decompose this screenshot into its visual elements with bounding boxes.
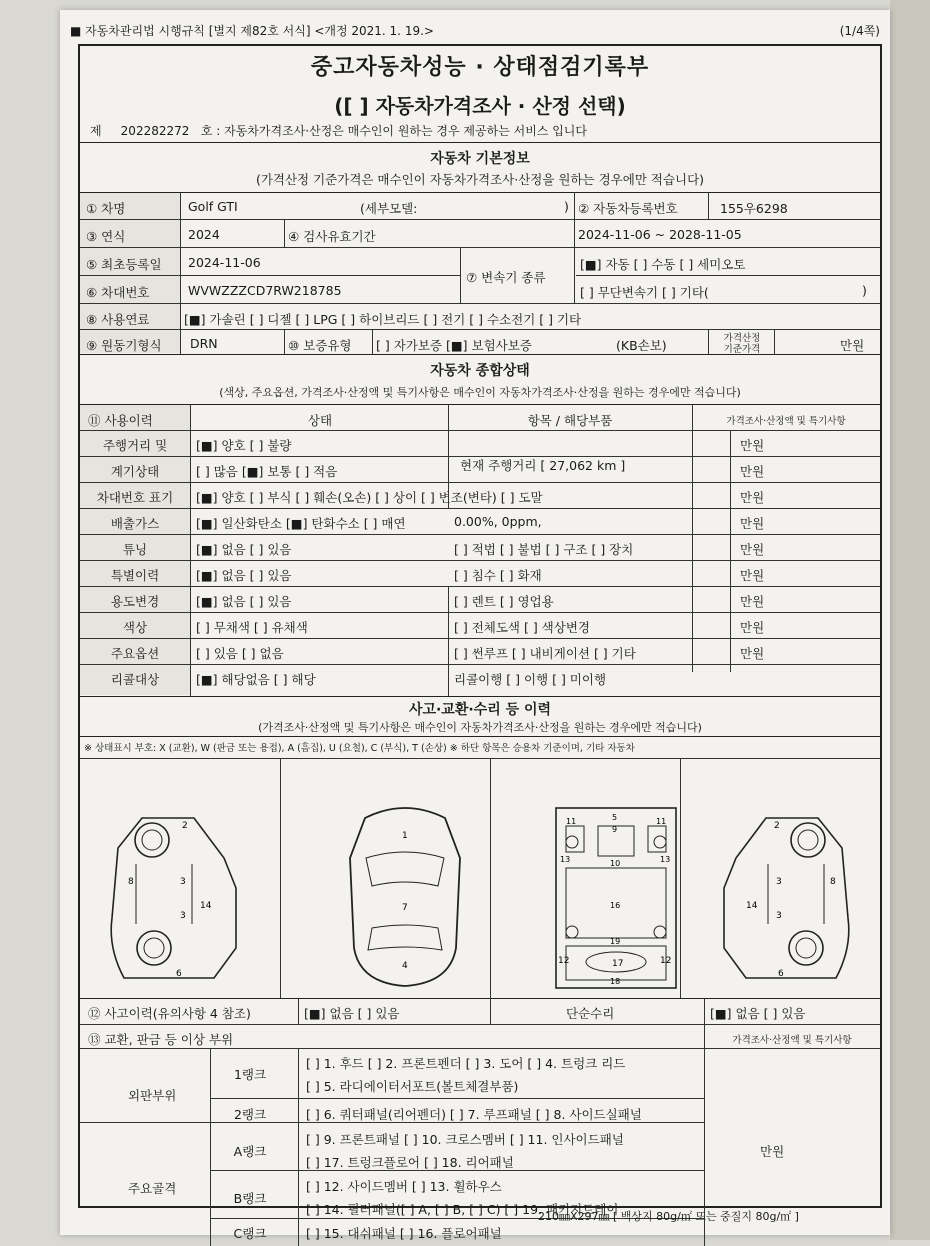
divider [284,329,285,354]
rank-a-row-b: [ ] 17. 트렁크플로어 [ ] 18. 리어패널 [306,1155,514,1170]
svg-text:3: 3 [776,877,782,887]
status-row-label: 계기상태 [110,464,160,479]
svg-text:19: 19 [610,937,621,946]
first-registration-label: ⑤ 최초등록일 [86,257,162,272]
accident-heading: 사고·교환·수리 등 이력 [408,702,552,718]
divider [490,758,491,998]
status-row-state: [ ] 많음 [■] 보통 [ ] 적음 [196,464,338,479]
accident-history-label: ⑫ 사고이력(유의사항 4 참조) [88,1006,251,1021]
status-row-label: 튜닝 [122,542,148,557]
warranty-company: (KB손보) [616,338,667,353]
status-row-label: 용도변경 [110,594,160,609]
divider [80,1048,880,1049]
simple-repair-label: 단순수리 [566,1006,615,1021]
divider [80,612,880,613]
svg-text:13: 13 [560,855,571,864]
divider [80,664,880,665]
divider [574,247,575,303]
rank-b-row-a: [ ] 12. 사이드멤버 [ ] 13. 휠하우스 [306,1179,502,1194]
status-row-label: 색상 [122,620,148,635]
fuel-options: [■] 가솔린 [ ] 디젤 [ ] LPG [ ] 하이브리드 [ ] 전기 [ ] 수소전기 [ ] 기타 [184,312,582,327]
doc-no-suffix: 호 : 자동차가격조사·산정은 매수인이 원하는 경우 제공하는 서비스 입니다 [200,124,587,138]
svg-text:14: 14 [200,901,212,911]
divider [190,404,191,696]
simple-repair-value: [■] 없음 [ ] 있음 [710,1006,806,1021]
rank-1-label: 1랭크 [233,1067,267,1082]
svg-text:12: 12 [660,956,672,966]
divider [80,142,880,143]
svg-text:11: 11 [656,817,667,826]
status-row-price-unit: 만원 [740,542,765,557]
status-row-price-unit: 만원 [740,516,765,531]
divider [80,736,880,737]
detail-model-close: ) [564,199,569,214]
svg-text:2: 2 [774,821,780,831]
divider [730,430,731,672]
price-basis-label-1: 가격산정 [723,333,761,344]
svg-text:8: 8 [830,877,836,887]
basic-info-heading: 자동차 기본정보 [430,151,530,167]
accident-note: (가격조사·산정액 및 특기사항은 매수인이 자동차가격조사·산정을 원하는 경우에만 적습니다) [258,721,702,734]
divider [210,1048,211,1246]
status-row-state: [■] 없음 [ ] 있음 [196,568,292,583]
svg-text:17: 17 [612,959,624,969]
svg-text:1: 1 [402,831,408,841]
parts-price-note: 가격조사·산정액 및 특기사항 [732,1035,852,1046]
divider [298,1048,299,1246]
status-row-item: [ ] 썬루프 [ ] 내비게이션 [ ] 기타 [454,646,636,661]
status-row-label: 특별이력 [110,568,160,583]
parts-price-unit: 만원 [760,1144,785,1159]
divider [80,404,880,405]
price-basis-label-2: 기준가격 [723,344,761,355]
svg-text:11: 11 [566,817,577,826]
svg-text:18: 18 [610,977,621,986]
divider [460,247,461,303]
outer-panel-label: 외판부위 [128,1088,177,1103]
divider [80,1024,880,1025]
divider [680,758,681,998]
status-row-price-unit: 만원 [740,594,765,609]
svg-text:16: 16 [610,901,621,910]
inspection-record-paper [60,10,890,1241]
transmission-label: ⑦ 변속기 종류 [466,270,546,285]
divider [80,696,880,697]
odometer-reading: 현재 주행거리 [ 27,062 km ] [460,458,626,473]
status-row-item: [ ] 적법 [ ] 불법 [ ] 구조 [ ] 장치 [454,542,634,557]
status-row-state: [■] 양호 [ ] 부식 [ ] 훼손(오손) [ ] 상이 [ ] 변조(변타) [ ] 도말 [196,490,543,505]
svg-text:12: 12 [558,956,570,966]
doc-no-label: 제 [90,124,102,138]
svg-text:9: 9 [612,825,618,834]
status-note: (색상, 주요옵션, 가격조사·산정액 및 특기사항은 매수인이 자동차가격조사·산정을 원하는 경우에만 적습니다) [219,386,741,399]
divider [490,998,491,1024]
divider [692,404,693,672]
divider [80,1122,704,1123]
car-name-label: ① 차명 [86,201,126,216]
form-header [70,22,880,39]
divider [80,219,880,220]
status-row-item: [ ] 침수 [ ] 화재 [454,568,542,583]
status-row-label: 주요옵션 [110,646,160,661]
divider [80,192,880,193]
parts-label: ⑬ 교환, 판금 등 이상 부위 [88,1032,234,1047]
rank-2-label: 2랭크 [233,1107,267,1122]
divider [372,329,373,354]
price-basis-unit: 만원 [840,338,865,353]
svg-text:8: 8 [128,877,134,887]
rank-1-row-b: [ ] 5. 라디에이터서포트(볼트체결부품) [306,1079,519,1094]
status-row-label: 리콜대상 [110,672,160,687]
rank-1-row-a: [ ] 1. 후드 [ ] 2. 프론트펜더 [ ] 3. 도어 [ ] 4. 트렁크 리드 [306,1056,626,1071]
detail-model-label: (세부모델: [360,201,418,216]
rank-a-row-a: [ ] 9. 프론트패널 [ ] 10. 크로스멤버 [ ] 11. 인사이드패널 [306,1132,624,1147]
status-row-price-unit: 만원 [740,646,765,661]
rank-a-label: A랭크 [233,1144,267,1159]
svg-text:5: 5 [612,813,618,822]
divider [708,329,709,354]
basic-info-note: (가격산정 기준가격은 매수인이 자동차가격조사·산정을 원하는 경우에만 적습니다) [255,172,705,187]
divider [574,192,575,247]
status-row-price-unit: 만원 [740,620,765,635]
status-row-label: 배출가스 [110,516,160,531]
svg-text:13: 13 [660,855,671,864]
status-row-state: [ ] 무채색 [ ] 유채색 [196,620,308,635]
divider [80,534,880,535]
form-subtitle: ([ ] 자동차가격조사 · 산정 선택) [334,94,626,118]
reg-no-label: ② 자동차등록번호 [578,201,678,216]
svg-text:6: 6 [778,969,784,979]
paper-spec-footer: 210㎜X297㎜ [ 백상지 80g/㎡ 또는 중질지 80g/㎡ ] [538,1210,799,1223]
rank-2-row-a: [ ] 6. 쿼터패널(리어펜더) [ ] 7. 루프패널 [ ] 8. 사이드실패널 [306,1107,642,1122]
divider [448,404,449,508]
svg-text:10: 10 [610,859,621,868]
transmission-options-1: [■] 자동 [ ] 수동 [ ] 세미오토 [580,257,746,272]
rank-b-row-b: [ ] 14. 필러패널([ ] A, [ ] B, [ ] C) [ ] 19. 패키지트레이 [306,1202,619,1217]
divider [708,192,709,219]
transmission-close: ) [862,283,867,298]
status-row-label: 차대번호 표기 [96,490,174,505]
status-row-item: 리콜이행 [ ] 이행 [ ] 미이행 [454,672,607,687]
warranty-options: [ ] 자가보증 [■] 보험사보증 [376,338,532,353]
divider [80,430,880,431]
year-label: ③ 연식 [86,229,126,244]
svg-text:3: 3 [776,911,782,921]
divider [80,586,880,587]
transmission-options-2: [ ] 무단변속기 [ ] 기타( [580,285,709,300]
page-number: (1/4쪽) [839,24,880,38]
svg-text:3: 3 [180,877,186,887]
svg-text:3: 3 [180,911,186,921]
svg-text:4: 4 [402,961,408,971]
divider [80,508,880,509]
svg-text:2: 2 [182,821,188,831]
status-row-state: [ ] 있음 [ ] 없음 [196,646,284,661]
divider [80,758,880,759]
status-row-state: [■] 해당없음 [ ] 해당 [196,672,316,687]
svg-text:14: 14 [746,901,758,911]
car-name-value: Golf GTI [188,199,238,214]
inspection-validity-value: 2024-11-06 ~ 2028-11-05 [578,227,742,242]
status-row-label: 주행거리 및 [102,438,168,453]
document-number-line [90,122,587,139]
divider [80,482,880,483]
divider [210,1170,704,1171]
engine-type-label: ⑨ 원동기형식 [86,338,162,353]
divider [80,354,880,355]
divider [80,638,880,639]
doc-no-value: 202282272 [120,124,190,138]
status-row-price-unit: 만원 [740,464,765,479]
main-frame-label: 주요골격 [128,1181,177,1196]
divider [298,998,299,1024]
divider [280,758,281,998]
divider [704,998,705,1024]
divider [80,998,880,999]
status-row-state: [■] 일산화탄소 [■] 탄화수소 [ ] 매연 [196,516,406,531]
col-state: 상태 [307,413,333,428]
divider [284,219,285,247]
engine-type-value: DRN [190,336,218,351]
status-row-price-unit: 만원 [740,568,765,583]
divider [80,560,880,561]
reg-no-value: 155우6298 [720,201,788,216]
status-row-state: [■] 없음 [ ] 있음 [196,594,292,609]
divider [774,329,775,354]
rank-c-row-a: [ ] 15. 대쉬패널 [ ] 16. 플로어패널 [306,1226,502,1241]
svg-text:6: 6 [176,969,182,979]
car-right-side-diagram [680,798,876,998]
status-row-item: [ ] 전체도색 [ ] 색상변경 [454,620,590,635]
status-symbol-legend: ※ 상태표시 부호: X (교환), W (판금 또는 용접), A (흠집), U (요철), C (부식), T (손상) ※ 하단 항목은 승용차 기준이며, 기타 자동차 [84,743,635,754]
year-value: 2024 [188,227,220,242]
vin-label: ⑥ 차대번호 [86,285,150,300]
col-price-note: 가격조사·산정액 및 특기사항 [726,416,846,427]
accident-history-value: [■] 없음 [ ] 있음 [304,1006,400,1021]
inspection-validity-label: ④ 검사유효기간 [288,229,376,244]
svg-text:7: 7 [402,903,408,913]
status-row-state: [■] 없음 [ ] 있음 [196,542,292,557]
car-top-view-diagram [320,798,490,998]
divider [576,275,880,276]
rank-b-label: B랭크 [233,1191,267,1206]
car-left-side-diagram [84,798,280,998]
divider [448,586,449,696]
col-item: 항목 / 해당부품 [527,413,613,428]
status-row-item: 0.00%, 0ppm, [454,514,542,529]
divider [80,247,880,248]
divider [210,1098,704,1099]
divider [80,275,460,276]
form-title: 중고자동차성능 · 상태점검기록부 [310,55,650,80]
first-registration-value: 2024-11-06 [188,255,261,270]
warranty-label: ⑩ 보증유형 [288,338,352,353]
status-heading: 자동차 종합상태 [430,363,530,379]
status-row-state: [■] 양호 [ ] 불량 [196,438,292,453]
vin-value: WVWZZZCD7RW218785 [188,283,342,298]
col-usage-history: ⑪ 사용이력 [88,413,153,428]
rank-c-label: C랭크 [233,1226,267,1241]
status-row-item: [ ] 렌트 [ ] 영업용 [454,594,554,609]
divider [180,192,181,354]
status-row-price-unit: 만원 [740,490,765,505]
fuel-label: ⑧ 사용연료 [86,312,150,327]
background-page-edge [890,0,930,1240]
regulation-text: ■ 자동차관리법 시행규칙 [별지 제82호 서식] <개정 2021. 1. 19.> [70,24,434,38]
status-row-price-unit: 만원 [740,438,765,453]
divider [80,303,880,304]
